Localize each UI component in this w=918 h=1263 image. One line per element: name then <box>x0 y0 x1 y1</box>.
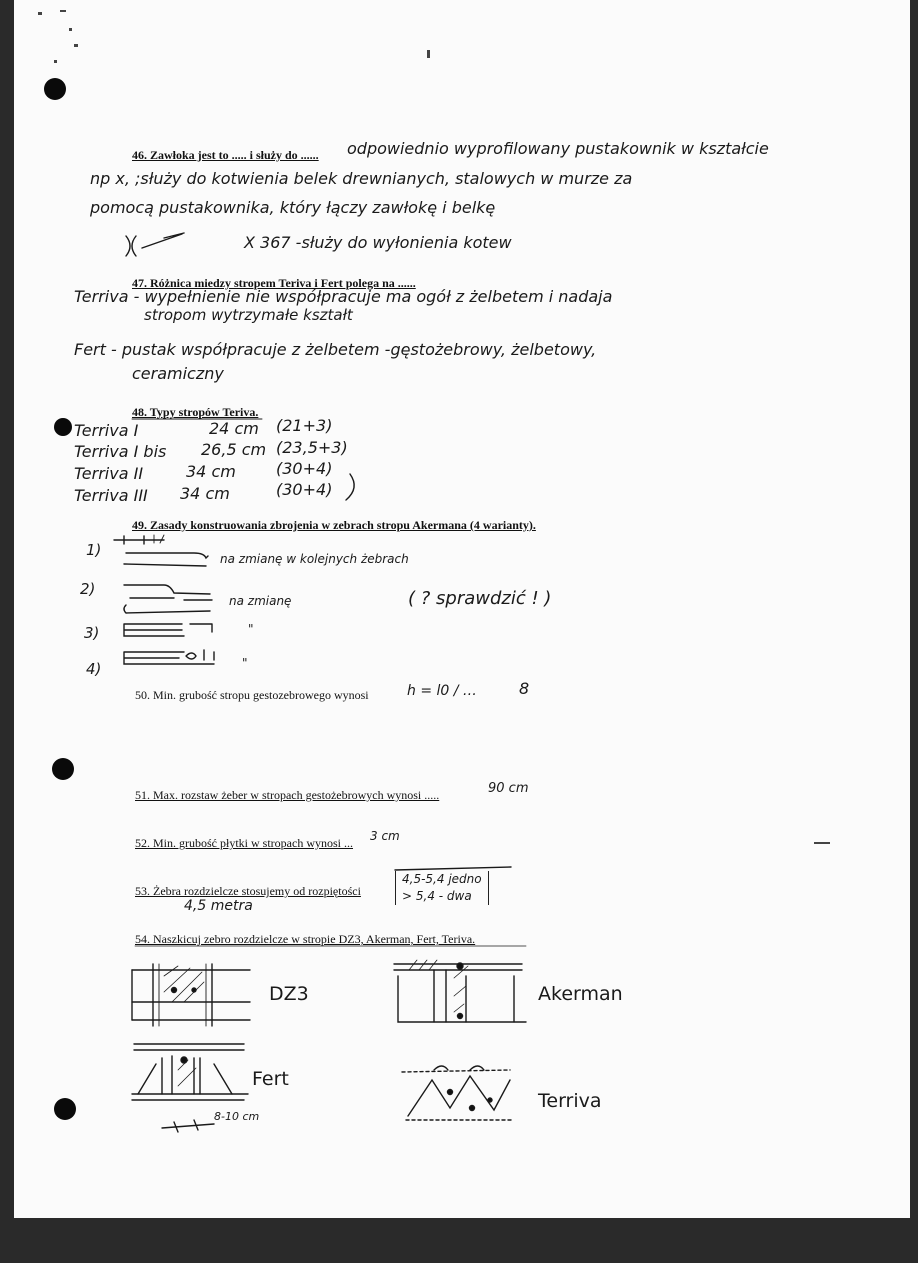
q50-label: 50. Min. grubość stropu gestozebrowego wynosi <box>135 688 369 702</box>
q48-row-formula: (30+4) <box>276 459 333 478</box>
figure-label-akerman: Akerman <box>538 983 623 1005</box>
q46-answer-line-3: pomocą pustakownika, który łączy zawłokę i belkę <box>90 198 496 217</box>
q48-row-name: Terriva I <box>74 421 139 440</box>
q50-formula: h = l0 / … <box>407 683 477 699</box>
q48-row-name: Terriva III <box>74 486 148 505</box>
figure-label-fert: Fert <box>252 1068 289 1090</box>
q50-answer: 8 <box>519 679 530 698</box>
q47-answer-line-1: Terriva - wypełnienie nie współpracuje ma ogół z żelbetem i nadaja <box>74 287 613 306</box>
q49-variant-2-note: na zmianę <box>229 594 292 608</box>
q52-answer: 3 cm <box>370 829 400 843</box>
q48-label: 48. Typy stropów Teriva. <box>132 405 259 419</box>
q49-variant-3-note: " <box>248 622 254 636</box>
figure-label-teriva: Terriva <box>538 1090 602 1112</box>
reinforcement-sketch-2 <box>124 585 212 613</box>
q46-answer-line-2: np x, ;służy do kotwienia belek drewnianych, stalowych w murze za <box>90 169 633 188</box>
q53-label: 53. Żebra rozdzielcze stosujemy od rozpiętości <box>135 884 361 898</box>
q53-answer-box-line-1: 4,5-5,4 jedno <box>402 872 482 886</box>
reinforcement-sketch-4 <box>124 650 214 664</box>
q47-answer-line-3: Fert - pustak współpracuje z żelbetem -gęstożebrowy, żelbetowy, <box>74 340 597 359</box>
teriva-sketch <box>402 1066 512 1120</box>
q48-row-name: Terriva II <box>74 464 144 483</box>
q48-row-height: 26,5 cm <box>201 440 267 459</box>
q53-answer-below: 4,5 metra <box>184 898 253 914</box>
q49-variant-4-number: 4) <box>86 660 102 678</box>
q52-label: 52. Min. grubość płytki w stropach wynosi ... <box>135 836 353 850</box>
fert-sketch <box>132 1044 248 1132</box>
anchor-doodle <box>126 233 184 256</box>
q48-row-formula: (21+3) <box>276 416 333 435</box>
fert-dimension-label: 8-10 cm <box>214 1110 260 1123</box>
q48-row-height: 34 cm <box>186 462 236 481</box>
q48-row-formula: (23,5+3) <box>276 438 348 457</box>
figure-label-dz3: DZ3 <box>269 983 309 1005</box>
q48-row-formula: (30+4) <box>276 480 333 499</box>
q51-label: 51. Max. rozstaw żeber w stropach gestożebrowych wynosi ..... <box>135 788 440 802</box>
akerman-sketch <box>394 960 526 1022</box>
q49-variant-1-note: na zmianę w kolejnych żebrach <box>220 552 409 566</box>
sketches-overlay <box>14 0 910 1218</box>
q46-answer-line-1: odpowiednio wyprofilowany pustakownik w kształcie <box>347 139 769 158</box>
q48-row-height: 34 cm <box>180 484 230 503</box>
reinforcement-sketch-1 <box>114 535 208 566</box>
q48-bracket <box>346 474 354 500</box>
q47-label: 47. Różnica miedzy stropem Teriva i Fert polega na ...... <box>132 276 416 290</box>
q49-variant-4-note: " <box>242 656 248 670</box>
q47-answer-line-4: ceramiczny <box>132 364 224 383</box>
scanned-page <box>14 0 910 1218</box>
q47-answer-line-2: stropom wytrzymałe kształt <box>144 306 353 324</box>
q48-row-height: 24 cm <box>209 419 259 438</box>
q49-variant-1-number: 1) <box>86 541 102 559</box>
q54-label: 54. Naszkicuj zebro rozdzielcze w stropie DZ3, Akerman, Fert, Teriva. <box>135 932 476 946</box>
reinforcement-sketch-3 <box>124 624 212 636</box>
q53-box-top <box>395 867 511 870</box>
q49-variant-2-number: 2) <box>80 580 96 598</box>
q49-check-note: ( ? sprawdzić ! ) <box>408 588 552 609</box>
q46-label: 46. Zawłoka jest to ..... i służy do ...... <box>132 148 319 162</box>
q48-row-name: Terriva I bis <box>74 442 167 461</box>
q49-variant-3-number: 3) <box>84 624 100 642</box>
q51-answer: 90 cm <box>488 781 529 796</box>
dz3-sketch <box>132 964 250 1026</box>
q53-answer-box-line-2: > 5,4 - dwa <box>402 889 472 903</box>
q49-label: 49. Zasady konstruowania zbrojenia w zebrach stropu Akermana (4 warianty). <box>132 518 536 532</box>
q46-note: X 367 -służy do wyłonienia kotew <box>244 233 512 252</box>
